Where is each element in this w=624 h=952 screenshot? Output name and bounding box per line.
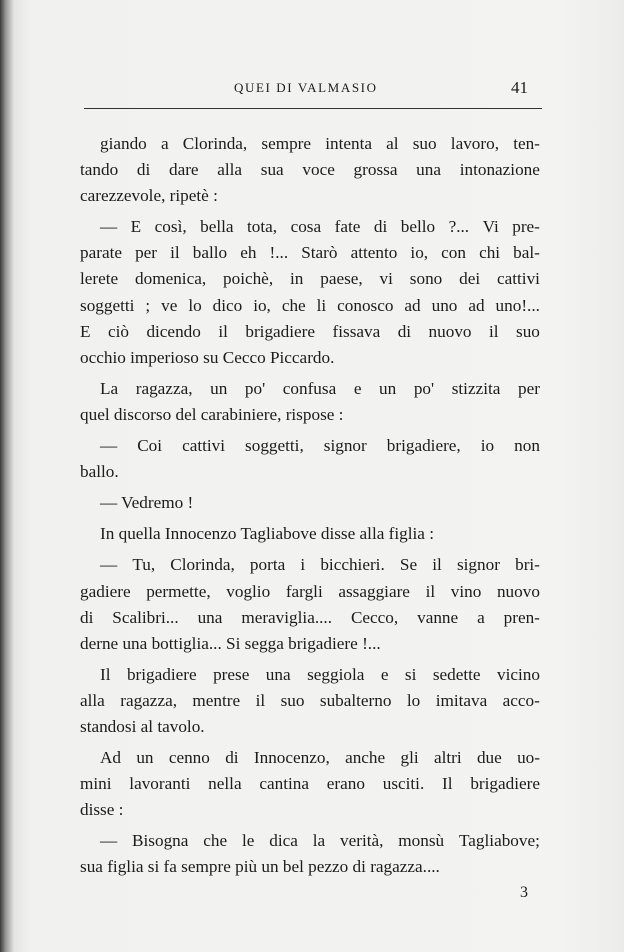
word: uo- bbox=[517, 748, 540, 768]
word: assaggiare bbox=[338, 581, 410, 601]
paragraph bbox=[80, 131, 540, 209]
word: un bbox=[210, 378, 228, 398]
text-line bbox=[80, 605, 540, 631]
text-line bbox=[80, 131, 540, 157]
word: le bbox=[241, 831, 255, 851]
text-line: derne una bottiglia... Si segga brigadiere !... bbox=[80, 633, 381, 653]
text-line bbox=[80, 662, 540, 688]
word: bello bbox=[400, 217, 436, 237]
word: alla bbox=[217, 160, 243, 180]
word: brigadiere bbox=[126, 664, 197, 684]
text-line bbox=[80, 828, 540, 854]
word: suo bbox=[412, 134, 437, 153]
word: E bbox=[130, 217, 142, 237]
text-line: occhio imperioso su Cecco Piccardo. bbox=[80, 347, 335, 367]
word: per bbox=[135, 243, 158, 263]
word: dare bbox=[168, 160, 199, 180]
word: ad bbox=[468, 295, 485, 315]
text-line bbox=[80, 266, 540, 292]
word: ve bbox=[161, 295, 178, 315]
word: confusa bbox=[282, 378, 337, 398]
word: gli bbox=[400, 748, 419, 768]
word: io, bbox=[410, 243, 429, 263]
word: che bbox=[203, 831, 228, 851]
text-line: disse : bbox=[80, 800, 124, 820]
word: cattivi bbox=[496, 269, 540, 289]
word: un bbox=[136, 748, 154, 768]
word: bal- bbox=[513, 243, 540, 263]
word: Il bbox=[100, 664, 111, 684]
word: di bbox=[373, 217, 388, 237]
word: Se bbox=[399, 555, 418, 575]
text-line: ballo. bbox=[80, 462, 119, 482]
word: — bbox=[100, 217, 118, 237]
text-line bbox=[80, 688, 540, 714]
word: una bbox=[265, 664, 291, 684]
word: una bbox=[197, 607, 223, 627]
text-line: carezzevole, ripetè : bbox=[80, 186, 218, 206]
word: fargli bbox=[285, 581, 323, 601]
word: grossa bbox=[353, 160, 398, 180]
text-line bbox=[80, 433, 540, 459]
word: voglio bbox=[226, 581, 271, 601]
word: cantina bbox=[259, 774, 309, 794]
text-line: standosi al tavolo. bbox=[80, 716, 205, 736]
word: di bbox=[397, 321, 412, 341]
word: po' bbox=[413, 378, 435, 398]
word: così, bbox=[154, 217, 187, 237]
paragraph bbox=[80, 376, 540, 428]
word: permette, bbox=[146, 581, 211, 601]
word: ?... bbox=[448, 217, 470, 237]
word: il bbox=[170, 243, 180, 263]
word: lerete bbox=[80, 269, 119, 289]
word: sua bbox=[260, 160, 284, 180]
text-line bbox=[80, 745, 540, 771]
word: monsù bbox=[398, 831, 445, 851]
word: dico bbox=[212, 295, 243, 315]
word: mentre bbox=[192, 690, 241, 710]
word: Clorinda, bbox=[170, 555, 235, 575]
text-line bbox=[80, 552, 540, 578]
word: Clorinda, bbox=[182, 134, 248, 153]
word: vicino bbox=[497, 664, 540, 684]
word: intonazione bbox=[459, 160, 540, 180]
word: cosa bbox=[290, 217, 322, 237]
word: eh bbox=[240, 243, 257, 263]
word: Bisogna bbox=[132, 831, 189, 851]
word: poichè, bbox=[223, 269, 274, 289]
word: chi bbox=[479, 243, 501, 263]
word: soggetti bbox=[80, 295, 135, 315]
page-header bbox=[82, 78, 542, 100]
word: po' bbox=[244, 378, 266, 398]
word: lavoro, bbox=[450, 134, 500, 153]
word: mini bbox=[80, 774, 112, 794]
text-line: sua figlia si fa sempre più un bel pezzo di ragazza.... bbox=[80, 857, 440, 877]
word: di bbox=[80, 607, 94, 627]
body-text bbox=[80, 131, 540, 881]
word: conosco bbox=[337, 295, 394, 315]
word: tando bbox=[80, 160, 119, 180]
word: fate bbox=[334, 217, 361, 237]
word: ragazza, bbox=[120, 690, 177, 710]
text-line bbox=[80, 157, 540, 183]
word: dicendo bbox=[146, 321, 201, 341]
word: io, bbox=[253, 295, 271, 315]
word: ciò bbox=[107, 321, 129, 341]
word: la bbox=[312, 831, 326, 851]
word: con bbox=[441, 243, 466, 263]
word: Coi bbox=[137, 436, 163, 456]
word: gadiere bbox=[80, 581, 131, 601]
word: brigadiere bbox=[245, 321, 316, 341]
paragraph bbox=[80, 433, 540, 485]
text-line bbox=[80, 240, 540, 266]
word: nella bbox=[208, 774, 242, 794]
word: lavoranti bbox=[129, 774, 191, 794]
word: di bbox=[136, 160, 151, 180]
word: ten- bbox=[513, 134, 540, 153]
word: due bbox=[476, 748, 502, 768]
word: al bbox=[386, 134, 399, 153]
word: porta bbox=[249, 555, 286, 575]
text-line bbox=[80, 319, 540, 345]
word: suo bbox=[516, 321, 540, 341]
word: bicchieri. bbox=[320, 555, 385, 575]
paragraph bbox=[80, 745, 540, 823]
word: non bbox=[514, 436, 540, 456]
text-line bbox=[80, 579, 540, 605]
text-line: — Vedremo ! bbox=[100, 493, 194, 513]
word: parate bbox=[80, 243, 122, 263]
word: E bbox=[80, 321, 91, 341]
word: Scalibri... bbox=[112, 607, 179, 627]
word: cenno bbox=[168, 748, 210, 768]
paragraph bbox=[80, 552, 540, 656]
word: vino bbox=[450, 581, 482, 601]
word: una bbox=[416, 160, 441, 180]
word: un bbox=[379, 378, 397, 398]
paragraph bbox=[80, 490, 540, 516]
word: Tu, bbox=[132, 555, 156, 575]
text-line bbox=[80, 376, 540, 402]
word: La bbox=[100, 378, 119, 398]
word: ballo bbox=[192, 243, 228, 263]
word: e bbox=[353, 378, 362, 398]
word: — bbox=[100, 831, 118, 851]
word: imitava bbox=[435, 690, 488, 710]
text-line bbox=[80, 214, 540, 240]
word: il bbox=[218, 321, 228, 341]
word: ; bbox=[145, 295, 151, 315]
text-line bbox=[80, 771, 540, 797]
word: suo bbox=[280, 690, 305, 710]
word: verità, bbox=[340, 831, 384, 851]
word: il bbox=[255, 690, 266, 710]
word: pre- bbox=[512, 217, 540, 237]
word: lo bbox=[406, 690, 421, 710]
word: seggiola bbox=[307, 664, 365, 684]
word: per bbox=[518, 378, 540, 398]
word: signor bbox=[323, 436, 367, 456]
word: a bbox=[477, 607, 485, 627]
word: prese bbox=[213, 664, 250, 684]
word: meraviglia.... bbox=[241, 607, 333, 627]
word: uno bbox=[431, 295, 458, 315]
word: sedette bbox=[432, 664, 481, 684]
word: Tagliabove; bbox=[459, 831, 540, 851]
word: domenica, bbox=[135, 269, 207, 289]
word: li bbox=[316, 295, 327, 315]
word: intenta bbox=[325, 134, 372, 153]
word: Innocenzo, bbox=[253, 748, 330, 768]
word: Starò bbox=[301, 243, 338, 263]
word: di bbox=[225, 748, 239, 768]
word: bri- bbox=[515, 555, 540, 575]
page-number: 41 bbox=[511, 78, 528, 97]
word: lo bbox=[188, 295, 202, 315]
header-rule bbox=[84, 108, 542, 109]
running-title: QUEI DI VALMASIO bbox=[234, 80, 378, 95]
word: che bbox=[281, 295, 306, 315]
word: vi bbox=[379, 269, 393, 289]
paragraph bbox=[80, 214, 540, 371]
word: il bbox=[488, 321, 499, 341]
word: anche bbox=[345, 748, 386, 768]
word: Il bbox=[442, 774, 453, 794]
word: cattivi bbox=[182, 436, 226, 456]
word: sempre bbox=[261, 134, 312, 153]
word: dica bbox=[269, 831, 298, 851]
word: attento bbox=[350, 243, 398, 263]
word: soggetti, bbox=[245, 436, 304, 456]
word: e bbox=[380, 664, 389, 684]
word: nuovo bbox=[428, 321, 472, 341]
word: ragazza, bbox=[135, 378, 193, 398]
paragraph bbox=[80, 662, 540, 740]
word: bella bbox=[200, 217, 234, 237]
text-line bbox=[80, 293, 540, 319]
word: subalterno bbox=[319, 690, 392, 710]
text-line: In quella Innocenzo Tagliabove disse alla figlia : bbox=[100, 524, 434, 544]
paragraph bbox=[80, 828, 540, 880]
word: nuovo bbox=[496, 581, 540, 601]
word: voce bbox=[302, 160, 335, 180]
word: il bbox=[425, 581, 436, 601]
word: erano bbox=[326, 774, 365, 794]
word: Cecco, bbox=[350, 607, 399, 627]
word: !... bbox=[269, 243, 289, 263]
word: alla bbox=[80, 690, 105, 710]
word: Ad bbox=[100, 748, 122, 768]
word: si bbox=[404, 664, 417, 684]
word: stizzita bbox=[451, 378, 501, 398]
word: — bbox=[100, 555, 118, 575]
word: brigadiere bbox=[470, 774, 540, 794]
word: io bbox=[480, 436, 495, 456]
word: vanne bbox=[417, 607, 459, 627]
word: giando bbox=[100, 134, 147, 153]
signature-mark: 3 bbox=[520, 884, 528, 901]
word: pren- bbox=[503, 607, 540, 627]
word: sono bbox=[409, 269, 443, 289]
word: — bbox=[100, 436, 118, 456]
word: brigadiere, bbox=[386, 436, 461, 456]
word: in bbox=[289, 269, 304, 289]
word: Vi bbox=[482, 217, 499, 237]
word: i bbox=[300, 555, 306, 575]
word: altri bbox=[433, 748, 462, 768]
word: a bbox=[160, 134, 169, 153]
paragraph bbox=[80, 521, 540, 547]
word: paese, bbox=[320, 269, 363, 289]
word: il bbox=[432, 555, 442, 575]
word: ad bbox=[404, 295, 421, 315]
text-line: quel discorso del carabiniere, rispose : bbox=[80, 404, 344, 424]
word: usciti. bbox=[382, 774, 425, 794]
word: dei bbox=[459, 269, 481, 289]
word: signor bbox=[456, 555, 500, 575]
word: fissava bbox=[332, 321, 381, 341]
word: acco- bbox=[502, 690, 540, 710]
word: tota, bbox=[247, 217, 278, 237]
word: uno!... bbox=[495, 295, 540, 315]
